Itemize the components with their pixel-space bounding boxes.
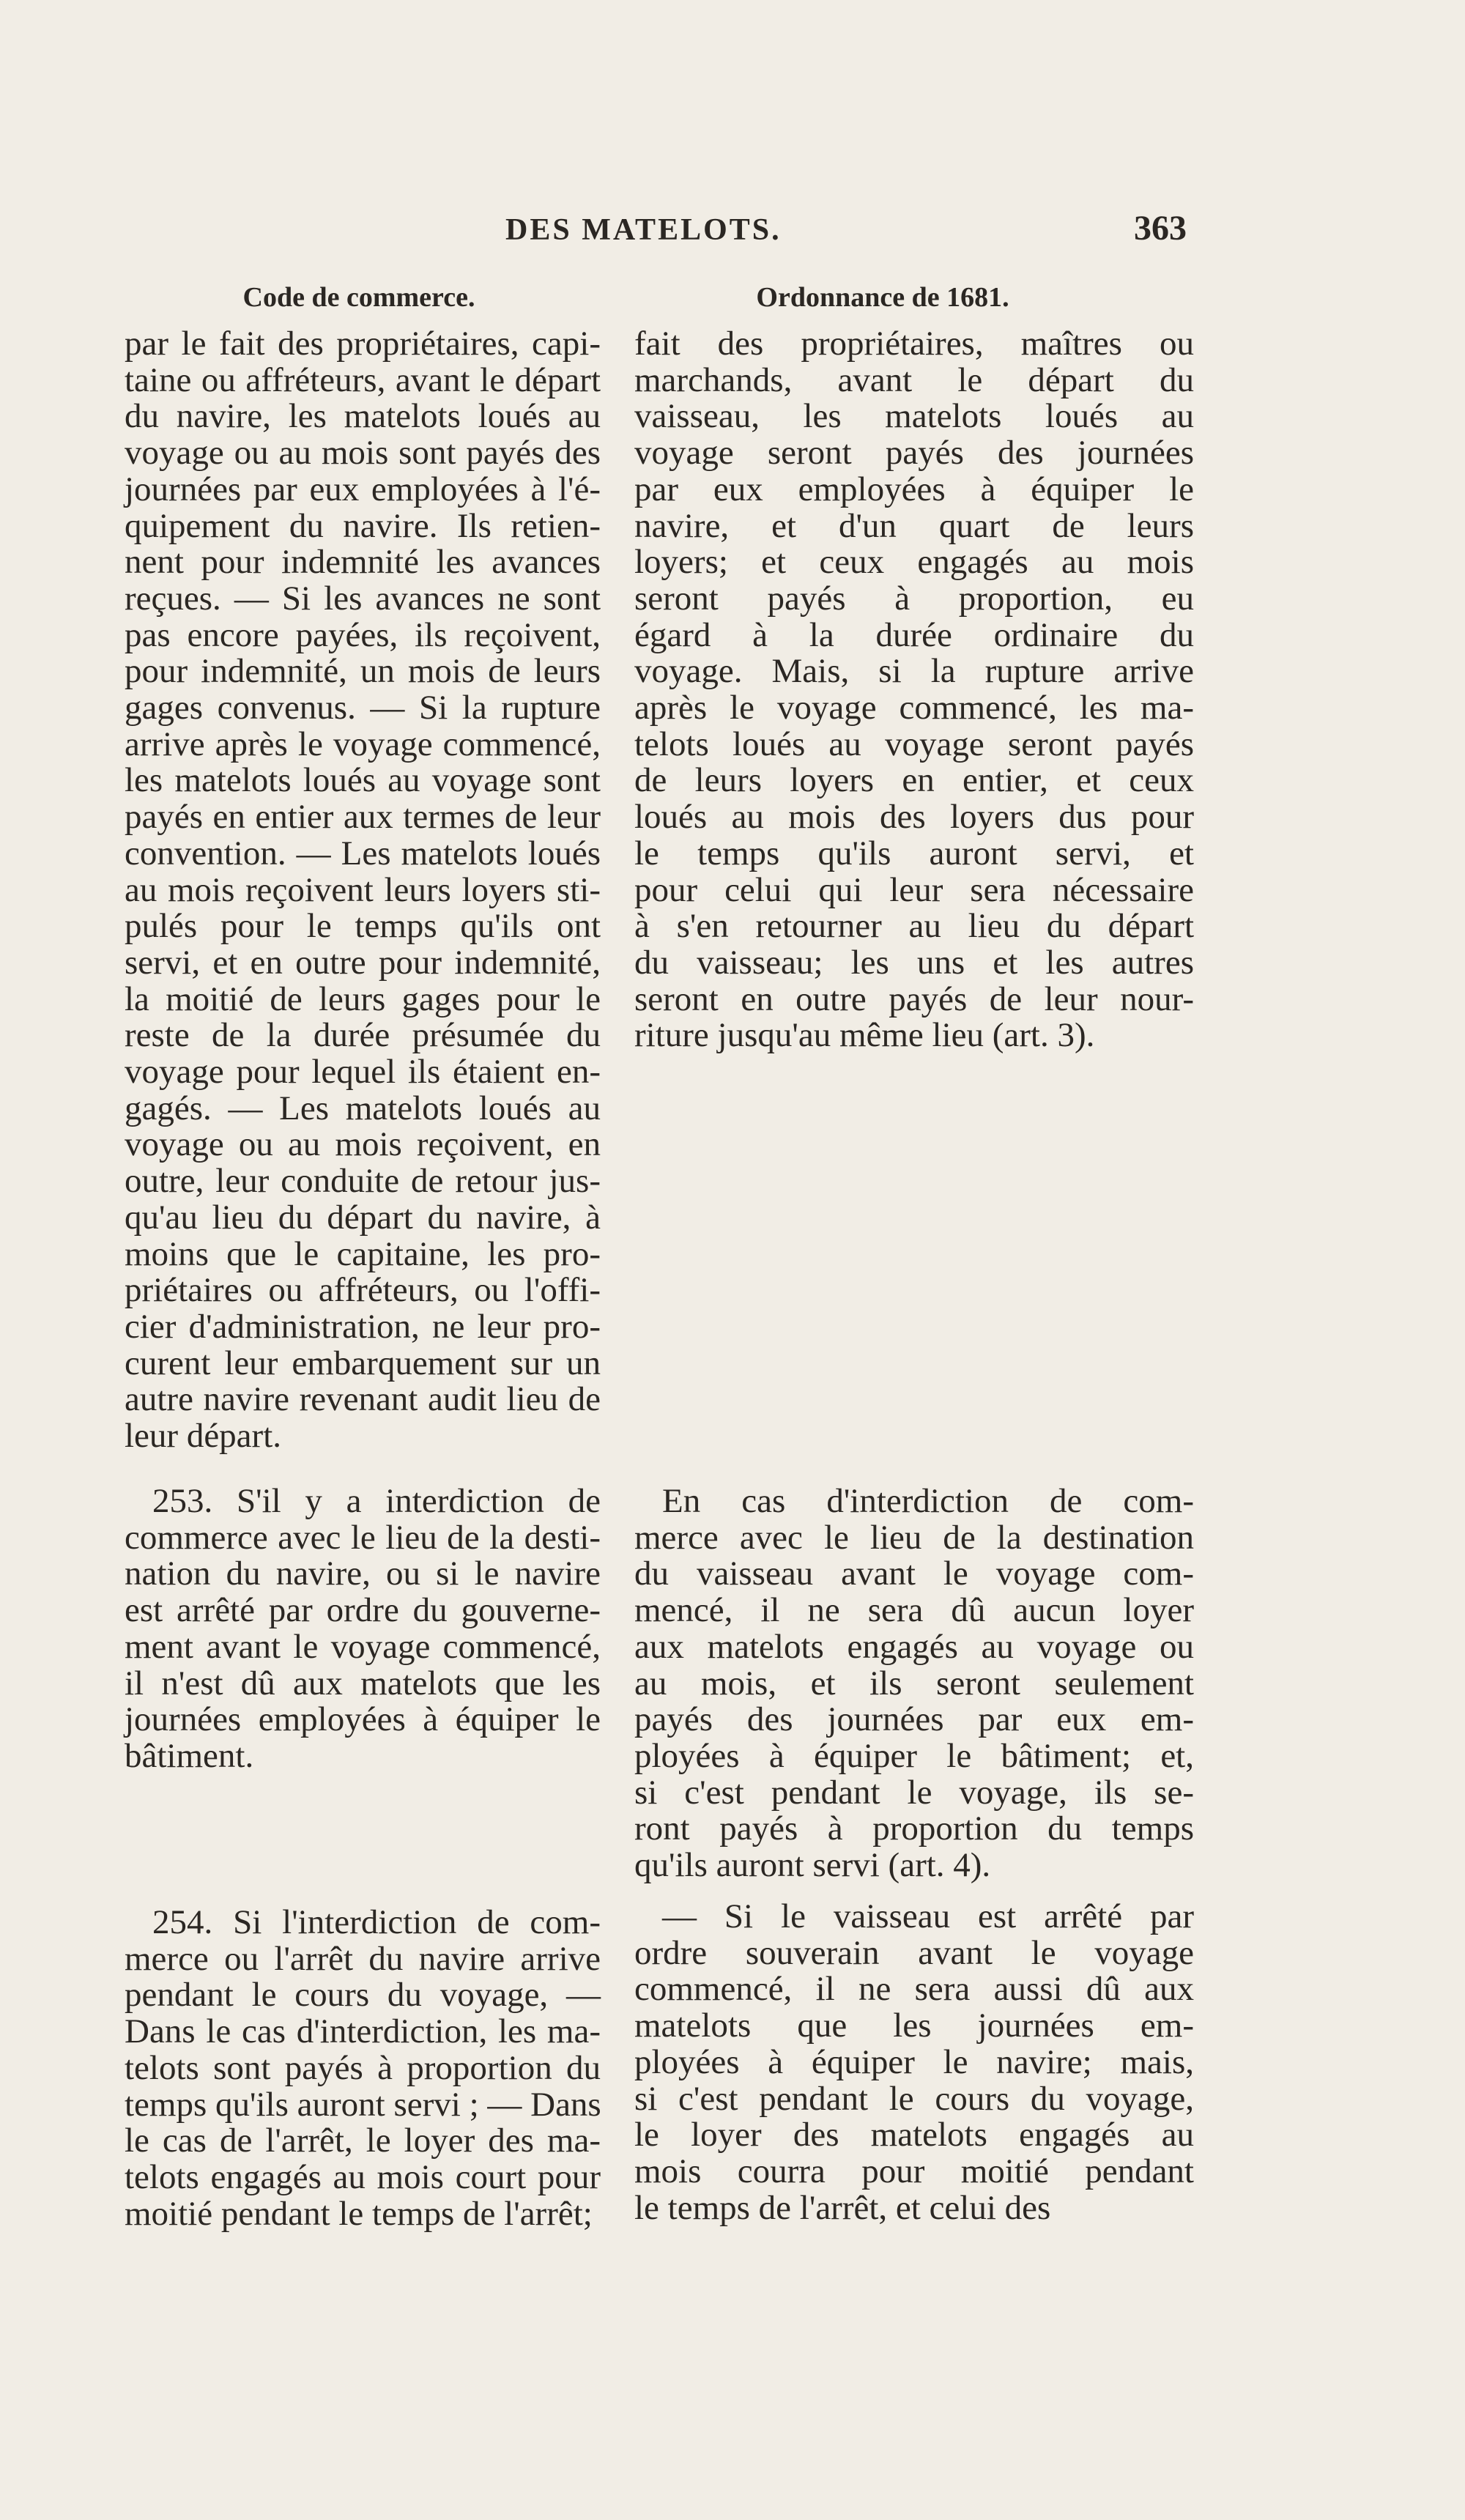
running-title: DES MATELOTS.: [505, 213, 782, 247]
text-line: loyers; et ceux engagés au mois: [634, 543, 1194, 582]
text-line: 254. Si l'interdiction de com-: [152, 1903, 601, 1941]
text-line: marchands, avant le départ du: [634, 360, 1194, 399]
text-line: merce ou l'arrêt du navire arrive: [125, 1939, 601, 1978]
text-line: est arrêté par ordre du gouverne-: [125, 1591, 601, 1630]
left-paragraph-article-253: [125, 1483, 601, 1775]
text-line: mois courra pour moitié pendant: [634, 2152, 1194, 2190]
text-line: temps qu'ils auront servi ; — Dans: [125, 2085, 601, 2124]
text-line: si c'est pendant le cours du voyage,: [634, 2079, 1194, 2118]
text-line: pendant le cours du voyage, —: [125, 1976, 601, 2015]
text-line: ployées à équiper le navire; mais,: [634, 2042, 1194, 2081]
text-line: le temps de l'arrêt, et celui des: [634, 2188, 1051, 2227]
text-line: reste de la durée présumée du: [125, 1016, 601, 1055]
text-line: voyage. Mais, si la rupture arrive: [634, 652, 1194, 691]
right-column-heading: Ordonnance de 1681.: [756, 282, 1009, 313]
text-line: ront payés à proportion du temps: [634, 1809, 1194, 1848]
text-line: cier d'administration, ne leur pro-: [125, 1307, 601, 1346]
text-line: priétaires ou affréteurs, ou l'offi-: [125, 1271, 601, 1310]
text-line: de leurs loyers en entier, et ceux: [634, 761, 1194, 800]
text-line: pas encore payées, ils reçoivent,: [125, 615, 601, 654]
text-line: commencé, il ne sera aussi dû aux: [634, 1970, 1194, 2009]
left-paragraph-article-254: [125, 1905, 601, 2232]
text-line: telots sont payés à proportion du: [125, 2048, 601, 2087]
text-line: pour celui qui leur sera nécessaire: [634, 870, 1194, 909]
text-line: payés en entier aux termes de leur: [125, 798, 601, 837]
text-line: si c'est pendant le voyage, ils se-: [634, 1773, 1194, 1812]
text-line: pour indemnité, un mois de leurs: [125, 652, 601, 691]
text-line: voyage ou au mois reçoivent, en: [125, 1125, 601, 1164]
text-line: quipement du navire. Ils retien-: [125, 506, 601, 545]
text-line: par le fait des propriétaires, capi-: [125, 325, 601, 363]
right-paragraph-3: [634, 1899, 1194, 2226]
text-line: voyage pour lequel ils étaient en-: [125, 1053, 601, 1092]
text-line: du vaisseau avant le voyage com-: [634, 1554, 1194, 1593]
text-line: gagés. — Les matelots loués au: [125, 1089, 601, 1127]
text-line: moitié pendant le temps de l'arrêt;: [125, 2194, 593, 2233]
text-line: reçues. — Si les avances ne sont: [125, 579, 601, 618]
text-line: vaisseau, les matelots loués au: [634, 397, 1194, 436]
right-paragraph-2: [634, 1483, 1194, 1884]
right-paragraph-1: [634, 326, 1194, 1054]
text-line: ordre souverain avant le voyage: [634, 1933, 1194, 1972]
text-line: qu'ils auront servi (art. 4).: [634, 1846, 991, 1885]
text-line: autre navire revenant audit lieu de: [125, 1380, 601, 1419]
text-line: journées par eux employées à l'é-: [125, 470, 601, 508]
text-line: voyage seront payés des journées: [634, 434, 1194, 472]
text-line: loués au mois des loyers dus pour: [634, 798, 1194, 837]
text-line: matelots que les journées em-: [634, 2006, 1194, 2045]
text-line: bâtiment.: [125, 1736, 254, 1775]
text-line: merce avec le lieu de la destination: [634, 1518, 1194, 1557]
text-line: aux matelots engagés au voyage ou: [634, 1627, 1194, 1666]
text-line: arrive après le voyage commencé,: [125, 724, 601, 763]
text-line: telots engagés au mois court pour: [125, 2157, 601, 2196]
text-line: le cas de l'arrêt, le loyer des ma-: [125, 2121, 601, 2160]
text-line: gages convenus. — Si la rupture: [125, 689, 601, 727]
text-line: seront payés à proportion, eu: [634, 579, 1194, 618]
text-line: du vaisseau; les uns et les autres: [634, 943, 1194, 982]
text-line: servi, et en outre pour indemnité,: [125, 943, 601, 982]
text-line: mencé, il ne sera dû aucun loyer: [634, 1591, 1194, 1630]
text-line: navire, et d'un quart de leurs: [634, 506, 1194, 545]
text-line: à s'en retourner au lieu du départ: [634, 907, 1194, 946]
text-line: curent leur embarquement sur un: [125, 1344, 601, 1382]
text-line: commerce avec le lieu de la desti-: [125, 1518, 601, 1557]
text-line: ployées à équiper le bâtiment; et,: [634, 1736, 1194, 1775]
text-line: il n'est dû aux matelots que les: [125, 1664, 601, 1702]
left-paragraph-1: [125, 326, 601, 1455]
text-line: égard à la durée ordinaire du: [634, 615, 1194, 654]
left-column-heading: Code de commerce.: [242, 282, 475, 313]
text-line: taine ou affréteurs, avant le départ: [125, 360, 601, 399]
text-line: Dans le cas d'interdiction, les ma-: [125, 2012, 601, 2051]
text-line: pulés pour le temps qu'ils ont: [125, 907, 601, 946]
text-line: la moitié de leurs gages pour le: [125, 979, 601, 1018]
text-line: outre, leur conduite de retour jus-: [125, 1162, 601, 1201]
text-line: le loyer des matelots engagés au: [634, 2116, 1194, 2154]
text-line: leur départ.: [125, 1417, 282, 1456]
text-line: En cas d'interdiction de com-: [662, 1482, 1194, 1520]
text-line: journées employées à équiper le: [125, 1700, 601, 1739]
text-line: nent pour indemnité les avances: [125, 543, 601, 582]
text-line: convention. — Les matelots loués: [125, 834, 601, 872]
text-line: après le voyage commencé, les ma-: [634, 689, 1194, 727]
text-line: le temps qu'ils auront servi, et: [634, 834, 1194, 872]
text-line: les matelots loués au voyage sont: [125, 761, 601, 800]
text-line: voyage ou au mois sont payés des: [125, 434, 601, 472]
text-line: seront en outre payés de leur nour-: [634, 979, 1194, 1018]
text-line: moins que le capitaine, les pro-: [125, 1234, 601, 1273]
text-line: nation du navire, ou si le navire: [125, 1554, 601, 1593]
text-line: du navire, les matelots loués au: [125, 397, 601, 436]
text-line: payés des journées par eux em-: [634, 1700, 1194, 1739]
page-number: 363: [1134, 209, 1187, 248]
text-line: telots loués au voyage seront payés: [634, 724, 1194, 763]
text-line: ment avant le voyage commencé,: [125, 1627, 601, 1666]
text-line: — Si le vaisseau est arrêté par: [662, 1897, 1194, 1935]
text-line: riture jusqu'au même lieu (art. 3).: [634, 1016, 1095, 1055]
text-line: 253. S'il y a interdiction de: [152, 1482, 601, 1520]
text-line: fait des propriétaires, maîtres ou: [634, 325, 1194, 363]
text-line: qu'au lieu du départ du navire, à: [125, 1198, 601, 1237]
page-header: [0, 209, 1465, 264]
text-line: au mois, et ils seront seulement: [634, 1664, 1194, 1702]
text-line: par eux employées à équiper le: [634, 470, 1194, 508]
text-line: au mois reçoivent leurs loyers sti-: [125, 870, 601, 909]
